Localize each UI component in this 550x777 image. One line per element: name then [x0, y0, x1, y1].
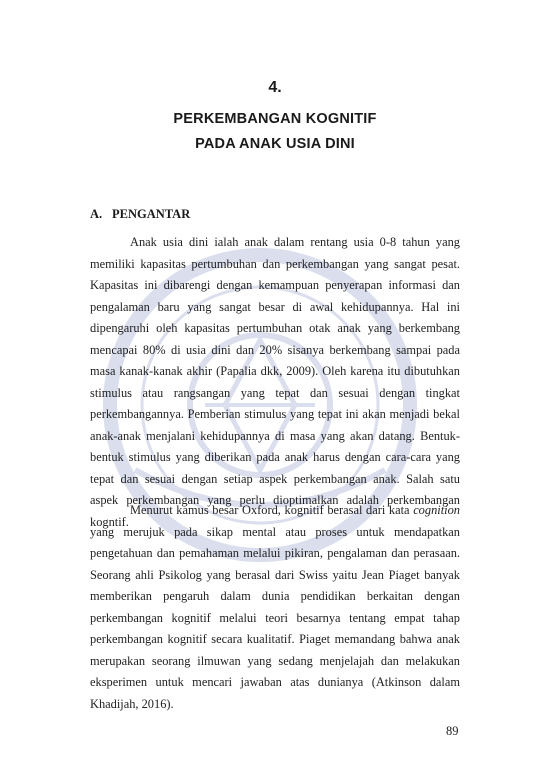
- section-letter: A.: [90, 207, 103, 221]
- chapter-title-line-1: PERKEMBANGAN KOGNITIF: [173, 111, 377, 127]
- chapter-number: 4.: [268, 79, 282, 96]
- paragraph-2-part-2: yang merujuk pada sikap mental atau proses untuk mendapatkan pengetahuan dan pemahaman melalui pikiran, pengalaman dan perasaan. Seorang ahli Psikolog yang berasal dari Swiss yaitu Jean Piaget banyak memberikan pengaruh dalam dunia pendidikan berkaitan dengan perkembangan kognitif melalui teori besarnya tentang empat tahap perkembangan kognitif secara kualitatif. Piaget memandang bahwa anak merupakan seorang ilmuwan yang sedang menjelajah dan melakukan eksperimen untuk mencari jawaban atas dunianya (Atkinson dalam Khadijah, 2016).: [90, 524, 460, 711]
- paragraph-2-italic-term: cognition: [413, 503, 460, 517]
- paragraph-2-part-1: Menurut kamus besar Oxford, kognitif berasal dari kata: [130, 503, 414, 517]
- chapter-title-line-2: PADA ANAK USIA DINI: [195, 136, 355, 152]
- section-heading-text: PENGANTAR: [112, 207, 191, 221]
- page-number: 89: [446, 724, 459, 738]
- paragraph-1: Anak usia dini ialah anak dalam rentang usia 0-8 tahun yang memiliki kapasitas pertumbuhan dan perkembangan yang sangat pesat. Kapasitas ini dibarengi dengan kemampuan penyerapan informasi dan pengalaman baru yang sangat besar di awal kehidupannya. Hal ini dipengaruhi oleh kapasitas pertumbuhan otak anak yang berkembang mencapai 80% di usia dini dan 20% sisanya berkembang sampai pada masa kanak-kanak akhir (Papalia dkk, 2009). Oleh karena itu dibutuhkan stimulus atau rangsangan yang tepat dan sesuai dengan tingkat perkembangannya. Pemberian stimulus yang tepat ini akan menjadi bekal anak-anak menjalani kehidupannya di masa yang akan datang. Bentuk-bentuk stimulus yang diberikan pada anak harus dengan cara-cara yang tepat dan sesuai dengan setiap aspek perkembangan anak. Salah satu aspek perkembangan yang perlu dioptimalkan adalah perkembangan kogntif.: [90, 235, 460, 529]
- section-heading: [90, 207, 190, 222]
- paragraph-2: [90, 500, 460, 715]
